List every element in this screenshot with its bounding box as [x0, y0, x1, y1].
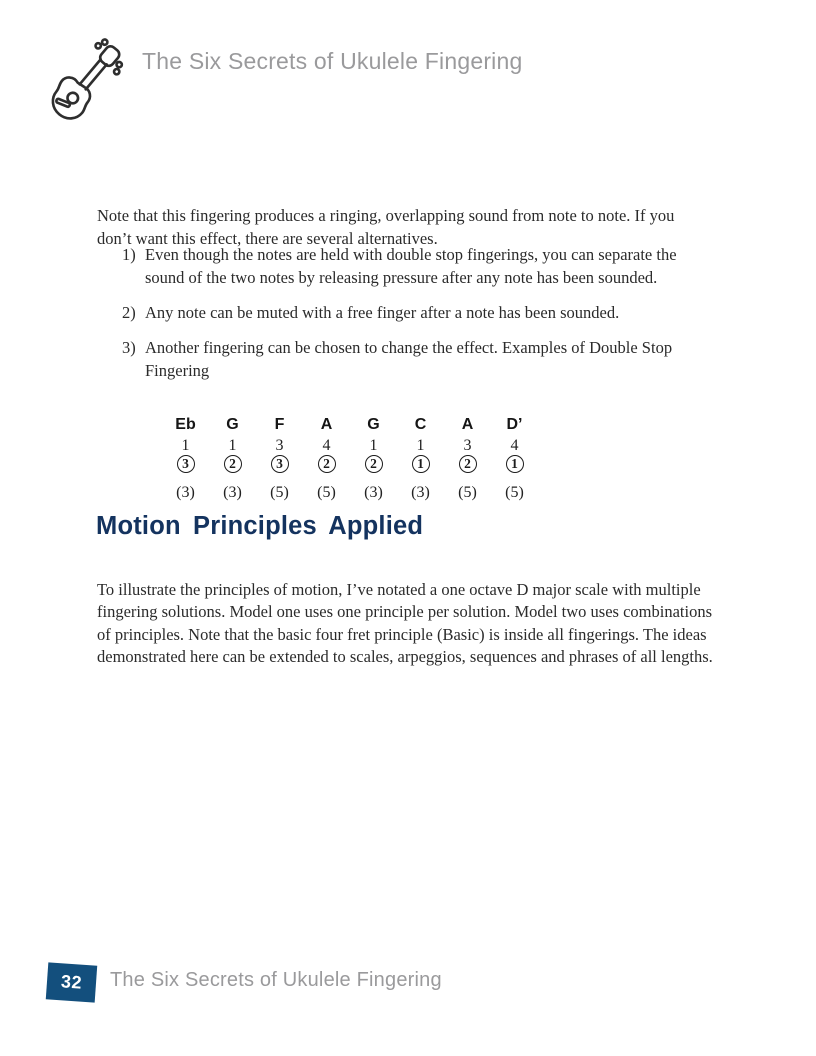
fingering-column — [444, 413, 491, 502]
section-heading: Motion Principles Applied — [96, 512, 424, 540]
finger-number-circled: 2 — [318, 455, 336, 473]
list-item — [97, 301, 713, 324]
finger-number-circled: 2 — [459, 455, 477, 473]
finger-circle-row — [303, 455, 350, 476]
note-name: F — [274, 416, 285, 433]
finger-number-circled: 3 — [271, 455, 289, 473]
fingering-column — [491, 413, 538, 502]
list-item-text: Any note can be muted with a free finger after a note has been sounded. — [145, 303, 620, 322]
fret-number: (5) — [270, 484, 289, 501]
finger-number-circled: 1 — [412, 455, 430, 473]
page-number-badge — [46, 962, 97, 1002]
page-number: 32 — [60, 971, 83, 993]
fret-number: (5) — [458, 484, 477, 501]
footer-title: The Six Secrets of Ukulele Fingering — [110, 969, 442, 991]
note-name: G — [367, 416, 380, 433]
finger-number-circled: 2 — [365, 455, 383, 473]
finger-circle-row — [444, 455, 491, 476]
fingering-column — [397, 413, 444, 502]
note-name: A — [461, 416, 474, 433]
string-number: 3 — [275, 437, 284, 454]
note-name: Eb — [175, 416, 196, 433]
list-item — [97, 336, 713, 382]
list-item-text: Even though the notes are held with double stop fingerings, you can separate the sound of the two notes by releasing pressure after any note has been sounded. — [145, 245, 677, 287]
fingering-column — [162, 413, 209, 502]
intro-paragraph: Note that this fingering produces a ringing, overlapping sound from note to note. If you don’t want this effect, there are several alternatives. — [97, 205, 675, 248]
finger-circle-row — [350, 455, 397, 476]
alternatives-list — [97, 243, 713, 394]
finger-circle-row — [491, 455, 538, 476]
list-item-number: 2) — [122, 303, 136, 322]
header-title: The Six Secrets of Ukulele Fingering — [142, 48, 523, 74]
string-number: 1 — [181, 437, 190, 454]
fret-number: (3) — [176, 484, 195, 501]
finger-number-circled: 1 — [506, 455, 524, 473]
fret-number: (5) — [505, 484, 524, 501]
fingering-column — [350, 413, 397, 502]
fret-number: (3) — [364, 484, 383, 501]
string-number: 4 — [322, 437, 331, 454]
ukulele-icon — [42, 36, 130, 134]
list-item — [97, 243, 713, 289]
fret-number: (3) — [223, 484, 242, 501]
fret-number: (3) — [411, 484, 430, 501]
finger-number-circled: 2 — [224, 455, 242, 473]
finger-circle-row — [397, 455, 444, 476]
string-number: 1 — [228, 437, 237, 454]
section-paragraph: To illustrate the principles of motion, I’ve notated a one octave D major scale with multiple fingering solutions. Model one uses one principle per solution. Model two uses combinations of principles. Note that the basic four fret principle (Basic) is inside all fingerings. The ideas demonstrated here can be extended to scales, arpeggios, sequences and phrases of all lengths. — [97, 579, 713, 667]
finger-circle-row — [209, 455, 256, 476]
note-name: C — [414, 416, 427, 433]
note-name: D’ — [506, 416, 523, 433]
string-number: 1 — [369, 437, 378, 454]
finger-number-circled: 3 — [177, 455, 195, 473]
list-item-number: 1) — [122, 245, 136, 264]
fret-number: (5) — [317, 484, 336, 501]
finger-circle-row — [256, 455, 303, 476]
fingering-column — [209, 413, 256, 502]
double-stop-fingering-table — [162, 413, 538, 502]
note-name: A — [320, 416, 333, 433]
string-number: 1 — [416, 437, 425, 454]
string-number: 3 — [463, 437, 472, 454]
fingering-column — [256, 413, 303, 502]
fingering-column — [303, 413, 350, 502]
note-name: G — [226, 416, 239, 433]
list-item-number: 3) — [122, 338, 136, 357]
list-item-text: Another fingering can be chosen to change the effect. Examples of Double Stop Fingering — [145, 338, 673, 380]
finger-circle-row — [162, 455, 209, 476]
string-number: 4 — [510, 437, 519, 454]
